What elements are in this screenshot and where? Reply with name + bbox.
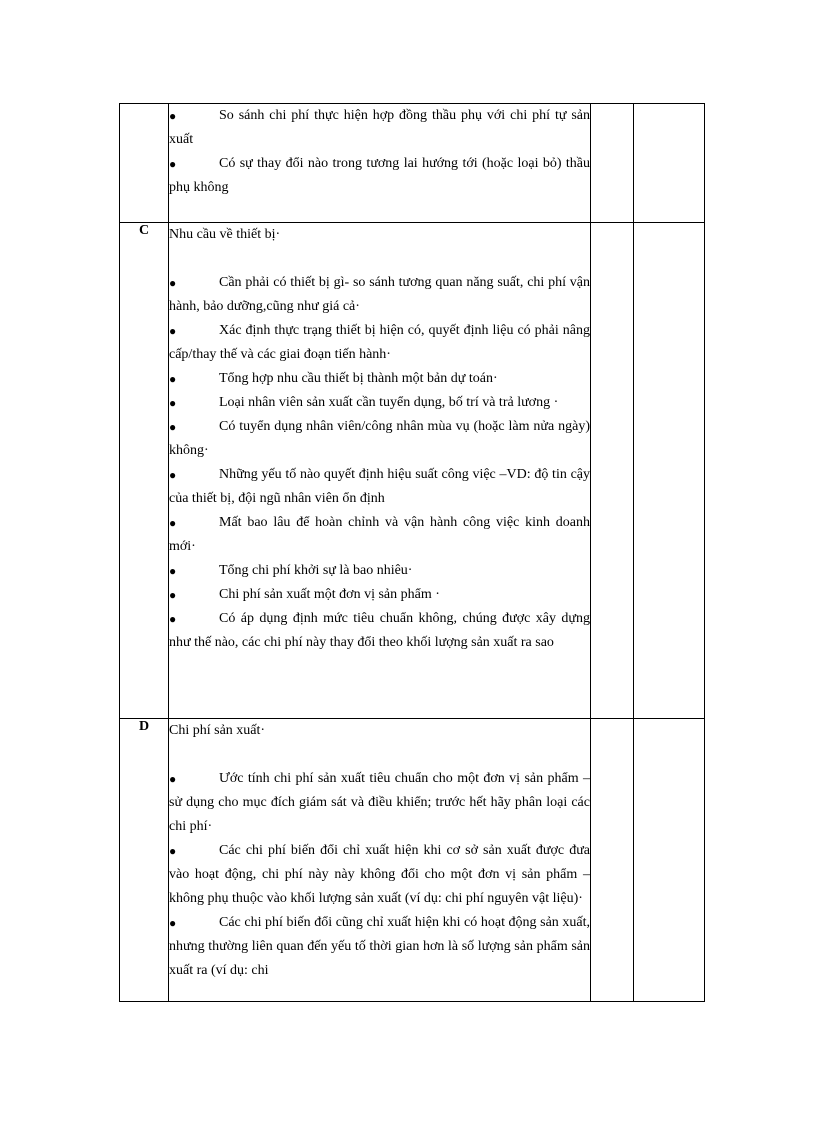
list-item-text: Các chi phí biến đổi cũng chỉ xuất hiện khi có hoạt động sản xuất, nhưng thường liên quan đến yếu tố thời gian hơn là số lượng sản phẩm sản xuất ra (ví dụ: chi — [169, 915, 590, 978]
check-cell — [591, 719, 634, 1002]
section-content — [169, 223, 591, 719]
list-item-text: Xác định thực trạng thiết bị hiện có, quyết định liệu có phải nâng cấp/thay thế và các giai đoạn tiến hành· — [169, 323, 590, 362]
list-item — [169, 104, 590, 152]
bullet-icon: ● — [169, 396, 177, 410]
list-item — [169, 767, 590, 839]
section-label: C — [120, 223, 169, 719]
list-item-text: Các chi phí biến đổi chỉ xuất hiện khi cơ sở sản xuất được đưa vào hoạt động, chi phí này này không đổi cho một đơn vị sản phẩm – không phụ thuộc vào khối lượng sản xuất (ví dụ: chi phí nguyên vật liệu)· — [169, 843, 590, 906]
list-item-text: Mất bao lâu để hoàn chỉnh và vận hành công việc kinh doanh mới· — [169, 515, 590, 554]
bullet-icon: ● — [169, 588, 177, 602]
list-item — [169, 415, 590, 463]
bullet-icon: ● — [169, 372, 177, 386]
list-item-text: Cần phải có thiết bị gì- so sánh tương quan năng suất, chi phí vận hành, bảo dưỡng,cũng như giá cả· — [169, 275, 590, 314]
list-item-text: Những yếu tố nào quyết định hiệu suất công việc –VD: độ tin cậy của thiết bị, đội ngũ nhân viên ổn định — [169, 467, 590, 506]
bullet-icon: ● — [169, 564, 177, 578]
bullet-icon: ● — [169, 772, 177, 786]
list-item-text: Tổng chi phí khởi sự là bao nhiêu· — [219, 563, 413, 578]
section-content — [169, 104, 591, 223]
bullet-icon: ● — [169, 844, 177, 858]
bullet-icon: ● — [169, 276, 177, 290]
section-title: Chi phí sản xuất· — [169, 723, 266, 738]
list-item — [169, 839, 590, 911]
bullet-icon: ● — [169, 916, 177, 930]
table-row — [120, 719, 705, 1002]
table-row — [120, 104, 705, 223]
bullet-icon: ● — [169, 468, 177, 482]
notes-cell — [634, 719, 705, 1002]
bullet-icon: ● — [169, 420, 177, 434]
list-item — [169, 583, 590, 607]
list-item-text: Có tuyển dụng nhân viên/công nhân mùa vụ (hoặc làm nửa ngày) không· — [169, 419, 590, 458]
list-item — [169, 607, 590, 655]
section-content — [169, 719, 591, 1002]
list-item-text: Có sự thay đổi nào trong tương lai hướng tới (hoặc loại bỏ) thầu phụ không — [169, 156, 590, 195]
list-item-text: Có áp dụng định mức tiêu chuẩn không, chúng được xây dựng như thế nào, các chi phí này thay đổi theo khối lượng sản xuất ra sao — [169, 611, 590, 650]
bullet-icon: ● — [169, 516, 177, 530]
list-item — [169, 271, 590, 319]
list-item-text: Ước tính chi phí sản xuất tiêu chuẩn cho một đơn vị sản phẩm – sử dụng cho mục đích giám sát và điều khiển; trước hết hãy phân loại các chi phí· — [169, 771, 590, 834]
check-cell — [591, 223, 634, 719]
section-label: D — [120, 719, 169, 1002]
table-row — [120, 223, 705, 719]
list-item — [169, 463, 590, 511]
check-cell — [591, 104, 634, 223]
list-item — [169, 911, 590, 983]
list-item — [169, 391, 590, 415]
list-item-text: Loại nhân viên sản xuất cần tuyển dụng, bố trí và trả lương · — [219, 395, 559, 410]
checklist-table — [119, 103, 705, 1002]
list-item — [169, 511, 590, 559]
list-item — [169, 319, 590, 367]
notes-cell — [634, 104, 705, 223]
notes-cell — [634, 223, 705, 719]
list-item-text: Chi phí sản xuất một đơn vị sản phẩm · — [219, 587, 440, 602]
list-item-text: So sánh chi phí thực hiện hợp đồng thầu phụ với chi phí tự sản xuất — [169, 108, 590, 147]
section-label — [120, 104, 169, 223]
bullet-icon: ● — [169, 324, 177, 338]
list-item — [169, 152, 590, 200]
bullet-icon: ● — [169, 157, 177, 171]
bullet-icon: ● — [169, 612, 177, 626]
section-title: Nhu cầu về thiết bị· — [169, 227, 281, 242]
bullet-icon: ● — [169, 109, 177, 123]
list-item — [169, 367, 590, 391]
list-item — [169, 559, 590, 583]
list-item-text: Tổng hợp nhu cầu thiết bị thành một bản dự toán· — [219, 371, 498, 386]
